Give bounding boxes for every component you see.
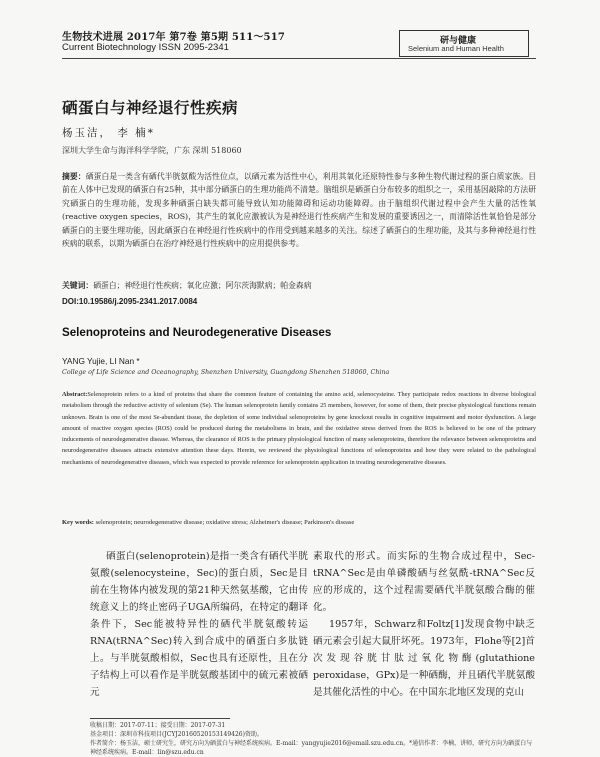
footnote-rule — [90, 718, 230, 719]
doi[interactable]: DOI:10.19586/j.2095-2341.2017.0084 — [62, 297, 198, 306]
keywords-zh — [62, 280, 536, 291]
abstract-en-text: Selenoprotein refers to a kind of proteins that share the common feature of containing the amino acid, selenocysteine. They participate redox reactions in diverse biological metabolism through the reductive activity of selenium (Se). The human selenoprotein family contains 25 members, however, for some of them, their precise physiological functions remain unknown. Brain is one of the most Se-abundant tissue, the depletion of some individual selenoproteins by gene knockout results in cognitive impairment and motor dysfunction. A large amount of reactive oxygen species (ROS) could be produced during the metabolisms in brain, and the oxidative stress derived from the ROS is believed to be one of the primary inducements of neurodegenerative disease. Whereas, the clearance of ROS is the primary physiological function of many selenoproteins, therefore the relevance between selenoproteins and neurodegenerative diseases attracts extensive attention these days. Herein, we reviewed the physiological functions of selenoproteins and how they were related to the pathological mechanisms of neurodegenerative diseases, which was expected to provide reference for selenoprotein application in treating neurodegenerative diseases. — [62, 391, 536, 466]
journal-citation: 生物技术进展 2017年 第7卷 第5期 511～517 — [62, 32, 286, 43]
keywords-en-label: Key words: — [62, 519, 94, 526]
article-title-en: Selenoproteins and Neurodegenerative Diseases — [62, 326, 332, 339]
body-paragraph: 素取代的形式。而实际的生物合成过程中，Sec-tRNA^Sec是由单磷酸硒与丝氨酰-tRNA^Sec反应的形成的，这个过程需要硒代半胱氨酸合酶的催化。 — [313, 551, 535, 613]
abstract-en-label: Abstract: — [62, 391, 88, 398]
journal-issn: Current Biotechnology ISSN 2095-2341 — [62, 42, 229, 53]
affiliation-en: College of Life Science and Oceanography, Shenzhen University, Guangdong Shenzhen 518060, China — [62, 369, 390, 376]
keywords-en-text: selenoprotein; neurodegenerative disease; oxidative stress; Alzheimer's disease; Parkinson's disease — [95, 519, 355, 526]
column-label-box — [399, 30, 529, 57]
header-rule — [62, 58, 536, 59]
keywords-zh-text: 硒蛋白；神经退行性疾病；氧化应激；阿尔茨海默病；帕金森病 — [93, 281, 312, 290]
footnote-fund: 基金项目：深圳市科技项目(JCYJ20160520153149426)资助。 — [90, 731, 263, 738]
keywords-zh-label: 关键词： — [62, 281, 94, 290]
abstract-zh — [62, 170, 536, 250]
authors-en: YANG Yujie, LI Nan * — [62, 356, 140, 366]
column-label-en: Selenium and Human Health — [408, 44, 504, 53]
abstract-en — [62, 389, 536, 468]
keywords-en — [62, 519, 536, 526]
body-left-column: 硒蛋白(selenoprotein)是指一类含有硒代半胱氨酸(selenocysteine，Sec)的蛋白质，Sec是目前在生物体内被发现的第21种天然氨基酸，它由传统意义上的终止密码子UGA所编码，在特定的翻译条件下，Sec能被特异性的硒代半胱氨酸转运RNA(tRNA^Sec)转入到合成中的硒蛋白多肽链上。与半胱氨酸相似，Sec也具有还原性，且在分子结构上可以看作是半胱氨酸基团中的硫元素被硒元 — [90, 551, 308, 698]
footnote-author-info: 作者简介：杨玉洁，硕士研究生，研究方向为硒蛋白与神经系统疾病。E-mail：yangyujie2016@email.szu.edu.cn。*通信作者：李楠，讲师，研究方向为硒蛋白与神经系统疾病。E-mail：lin@szu.edu.cn — [90, 740, 533, 756]
article-title-zh: 硒蛋白与神经退行性疾病 — [62, 98, 239, 117]
footnote-received: 收稿日期：2017-07-11；接受日期：2017-07-31 — [90, 722, 226, 729]
body-paragraph: 1957年，Schwarz和Foltz[1]发现食物中缺乏硒元素会引起大鼠肝坏死。1973年，Flohe等[2]首次发现谷胱甘肽过氧化物酶(glutathione peroxidase，GPx)是一种硒酶，并且硒代半胱氨酸是其催化活性的中心。在中国东北地区发现的克山 — [313, 619, 535, 698]
abstract-zh-text: 硒蛋白是一类含有硒代半胱氨酸为活性位点，以硒元素为活性中心，利用其氧化还原特性参与多种生物代谢过程的蛋白质家族。目前在人体中已发现的硒蛋白有25种，其中部分硒蛋白的生理功能尚不清楚。脑组织是硒蛋白分布较多的组织之一，采用基因敲除的方法研究硒蛋白的生理功能，发现多种硒蛋白缺失都可能导致认知功能障碍和运动功能障碍。由于脑组织代谢过程中会产生大量的活性氧(reactive oxygen species，ROS)，其产生的氧化应激被认为是神经退行性疾病产生和发展的重要诱因之一，而清除活性氧恰恰是部分硒蛋白的主要生理功能，因此硒蛋白在神经退行性疾病中的作用受到越来越多的关注。综述了硒蛋白的生理功能，及其与多种神经退行性疾病的联系，以期为硒蛋白在治疗神经退行性疾病中的应用提供参考。 — [62, 172, 537, 249]
body-right-column — [313, 548, 535, 701]
column-label-zh: 研与健康 — [440, 36, 477, 46]
abstract-zh-label: 摘要： — [62, 172, 86, 181]
authors-zh: 杨玉洁， 李 楠* — [62, 127, 155, 139]
affiliation-zh: 深圳大学生命与海洋科学学院，广东 深圳 518060 — [62, 146, 242, 155]
